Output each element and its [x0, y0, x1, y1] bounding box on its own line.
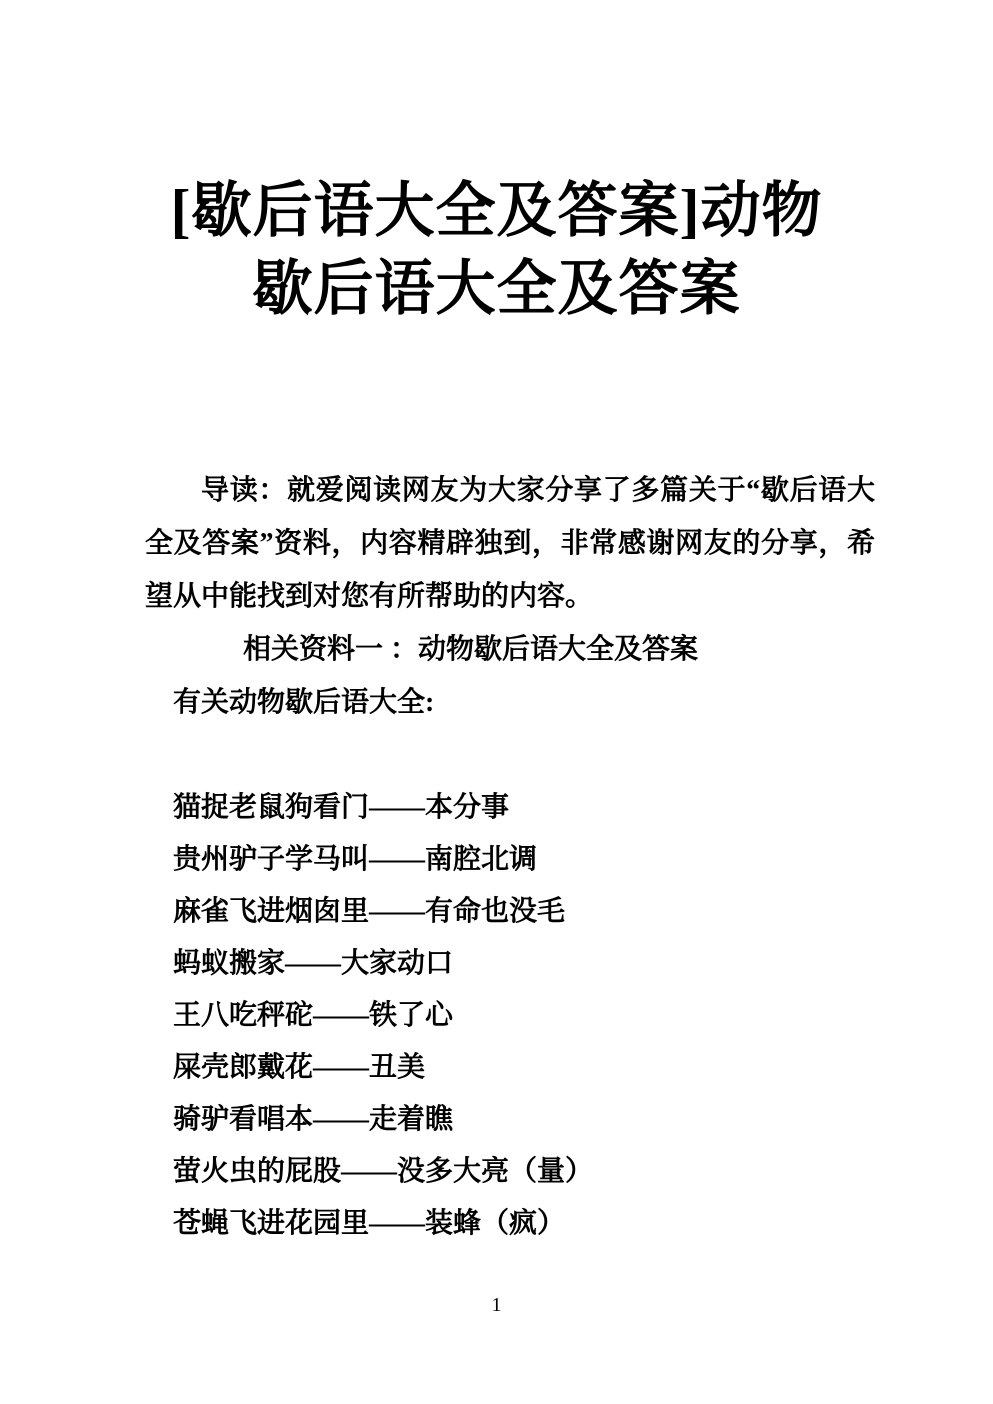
- intro-line-1: 导读：就爱阅读网友为大家分享了多篇关于“歇后语大: [201, 475, 875, 506]
- document-title: [0, 0, 993, 328]
- title-line-1: [歇后语大全及答案]动物: [170, 178, 823, 244]
- list-intro: 有关动物歇后语大全:: [173, 687, 435, 718]
- saying-item-4: 蚂蚁搬家——大家动口: [173, 948, 454, 979]
- intro-paragraph: [145, 464, 875, 623]
- page-number: 1: [491, 1294, 502, 1316]
- saying-item-5: 王八吃秤砣——铁了心: [173, 1000, 454, 1031]
- saying-item-1: 猫捉老鼠狗看门——本分事: [173, 792, 510, 823]
- sayings-list: [145, 782, 875, 1250]
- saying-item-2: 贵州驴子学马叫——南腔北调: [173, 844, 538, 875]
- intro-line-2: 全及答案”资料，内容精辟独到，非常感谢网友的分享，希: [145, 528, 875, 559]
- saying-item-6: 屎壳郎戴花——丑美: [173, 1052, 426, 1083]
- intro-line-3: 望从中能找到对您有所帮助的内容。: [145, 581, 594, 612]
- saying-item-7: 骑驴看唱本——走着瞧: [173, 1104, 454, 1135]
- saying-item-9: 苍蝇飞进花园里——装蜂（疯）: [173, 1208, 566, 1239]
- document-body: [145, 464, 875, 1250]
- section-heading: 相关资料一 ：动物歇后语大全及答案: [243, 634, 699, 665]
- saying-item-8: 萤火虫的屁股——没多大亮（量）: [173, 1156, 594, 1187]
- saying-item-3: 麻雀飞进烟囱里——有命也没毛: [173, 896, 566, 927]
- title-line-2: 歇后语大全及答案: [252, 256, 741, 322]
